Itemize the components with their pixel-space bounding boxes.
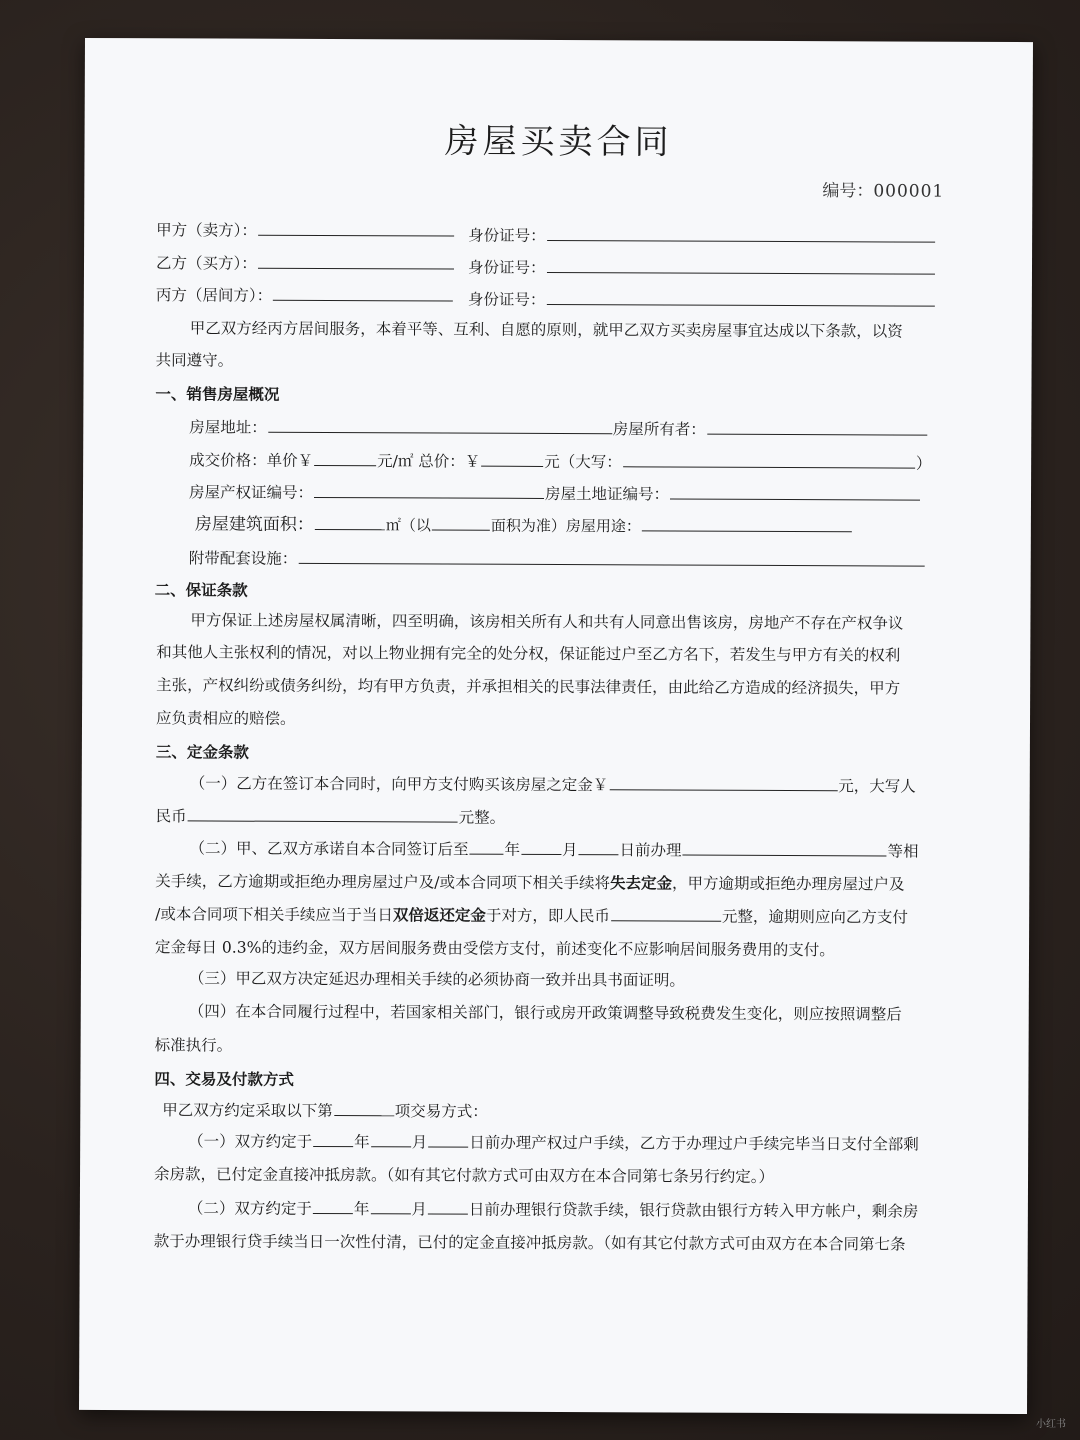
party-a-id-field[interactable] [547,226,935,243]
payment-1-month-field[interactable] [371,1132,411,1147]
price-label-2: 元/㎡ 总价：￥ [377,452,481,471]
delay-clause: （三）甲乙双方决定延迟办理相关手续的必须协商一致并出具书面证明。 [188,969,685,990]
party-b-id-field[interactable] [546,258,934,275]
deadline-line-3a: /或本合同项下相关手续应当于当日 [155,905,393,925]
payment-2-row [188,1198,919,1221]
party-c-name-field[interactable] [273,286,453,302]
deadline-month-field[interactable] [521,840,561,855]
area-row [195,514,853,537]
guarantee-line-2: 和其他人主张权利的情况，对以上物业拥有完全的处分权，保证能过户至乙方名下，若发生与甲方有关的权利 [156,643,901,665]
payment-1-line-2: 余房款，已付定金直接冲抵房款。（如有其它付款方式可由双方在本合同第七条另行约定。） [154,1165,775,1186]
id-label: 身份证号： [468,226,546,245]
year-label: 年 [354,1133,370,1152]
usage-field[interactable] [642,516,852,532]
deadline-day-field[interactable] [578,840,618,855]
area-basis-field[interactable] [432,515,490,530]
property-cert-label: 房屋产权证编号： [188,483,314,502]
deadline-text-a: （二）甲、乙双方承诺自本合同签订后至 [189,839,469,859]
deadline-text-c: 等相 [887,842,919,861]
party-b-name-field[interactable] [258,254,454,270]
owner-field[interactable] [707,420,927,436]
payment-1-row [188,1131,919,1154]
policy-line-1: （四）在本合同履行过程中，若国家相关部门，银行或房开政策调整导致税费发生变化，则应按照调整后 [188,1002,902,1024]
refund-amount-field[interactable] [611,906,721,921]
deadline-line-2a: 关手续，乙方逾期或拒绝办理房屋过户及/或本合同项下相关手续将 [155,872,611,893]
intro-line-1: 甲乙双方经丙方居间服务，本着平等、互利、自愿的原则，就甲乙双方买卖房屋事宜达成以下条款，以资 [189,319,903,341]
party-c-id-row [468,290,936,312]
section-4-heading: 四、交易及付款方式 [154,1069,295,1089]
payment-2-text-b: 日前办理银行贷款手续，银行贷款由银行方转入甲方帐户，剩余房 [468,1200,919,1221]
trade-method-row [162,1100,488,1121]
double-refund-text: 双倍返还定金 [392,905,486,925]
price-row [189,450,931,473]
deadline-line-2 [155,871,904,894]
cert-row [189,482,921,505]
party-a-label: 甲方（卖方）： [156,221,257,240]
deposit-text-b: 元，大写人 [838,777,916,796]
guarantee-line-3: 主张，产权纠纷或债务纠纷，均有甲方负责，并承担相关的民事法律责任，由此给乙方造成的经济损失，甲方 [156,676,901,698]
deposit-row-2 [156,806,506,828]
number-value: 000001 [873,181,945,202]
deadline-line-4: 定金每日 0.3%的违约金，双方居间服务费由受偿方支付，前述变化不应影响居间服务费用的支付。 [154,938,835,960]
deposit-words-field[interactable] [188,806,458,822]
deadline-line-3d: 元整，逾期则应向乙方支付 [721,907,908,927]
owner-label: 房屋所有者： [612,420,706,439]
property-cert-field[interactable] [314,483,544,499]
payment-1-year-field[interactable] [313,1132,353,1147]
party-c-row [156,285,454,306]
party-b-row [156,253,455,274]
address-field[interactable] [268,418,612,435]
deadline-line-2c: ，甲方逾期或拒绝办理房屋过户及 [672,874,905,894]
deadline-line-3 [155,904,908,927]
area-field[interactable] [315,515,385,530]
policy-line-2: 标准执行。 [154,1036,233,1055]
section-2-heading: 二、保证条款 [154,580,248,600]
section-1-heading: 一、销售房屋概况 [155,384,280,404]
payment-2-month-field[interactable] [370,1199,410,1214]
month-label: 月 [411,1133,428,1152]
payment-2-line-2: 款于办理银行贷手续当日一次性付清，已付的定金直接冲抵房款。（如有其它付款方式可由双方在本合同第七条 [153,1232,906,1254]
party-c-label: 丙方（居间方）： [155,286,273,305]
address-row [189,417,928,440]
deposit-amount-field[interactable] [609,775,837,791]
area-label-1: 房屋建筑面积： [194,514,314,535]
facility-field[interactable] [298,549,924,567]
deposit-text-a: （一）乙方在签订本合同时，向甲方支付购买该房屋之定金￥ [189,774,609,795]
payment-2-text-a: （二）双方约定于 [187,1199,312,1218]
party-b-label: 乙方（买方）： [155,254,257,273]
guarantee-line-1: 甲方保证上述房屋权属清晰，四至明确，该房相关所有人和共有人同意出售该房，房地产不存在产权争议 [190,611,904,633]
price-label-4: ） [915,454,932,473]
deposit-text-d: 元整。 [458,808,506,827]
month-label: 月 [561,841,578,860]
party-b-id-row [468,258,936,280]
total-price-field[interactable] [481,452,543,467]
deposit-text-c: 民币 [155,807,187,826]
payment-2-day-field[interactable] [428,1199,468,1214]
deadline-text-b: 日前办理 [619,841,682,860]
party-a-id-row [468,226,936,248]
section-3-heading: 三、定金条款 [155,742,249,762]
facility-label: 附带配套设施： [188,549,298,568]
trade-method-field[interactable] [334,1101,394,1116]
deadline-year-field[interactable] [469,840,503,855]
facility-row [189,548,926,571]
contract-page [79,38,1033,1414]
procedure-field[interactable] [682,841,886,857]
party-c-id-field[interactable] [546,290,934,307]
contract-number [822,181,944,202]
trade-text-a: 甲乙双方约定采取以下第 [162,1101,333,1121]
year-label: 年 [504,840,521,859]
price-label-3: 元（大写： [544,452,622,472]
month-label: 月 [411,1200,427,1219]
unit-price-field[interactable] [314,451,376,466]
number-label: 编号： [822,181,874,202]
id-label: 身份证号： [467,290,546,309]
trade-text-b: 项交易方式： [394,1102,488,1121]
party-a-row [156,220,455,241]
price-label-1: 成交价格：单价￥ [189,451,314,470]
area-label-3: 面积为准）房屋用途： [490,516,641,536]
address-label: 房屋地址： [189,418,267,437]
page-title: 房屋买卖合同 [444,121,673,163]
payment-1-text-a: （一）双方约定于 [188,1132,313,1151]
payment-1-text-b: 日前办理产权过户手续，乙方于办理过户手续完毕当日支付全部剩 [469,1133,919,1154]
party-a-name-field[interactable] [258,221,454,237]
area-label-2: ㎡（以 [385,516,431,535]
payment-1-day-field[interactable] [428,1132,468,1147]
price-words-field[interactable] [623,452,915,468]
payment-2-year-field[interactable] [313,1199,353,1214]
deadline-row [189,838,918,861]
year-label: 年 [353,1200,370,1219]
intro-line-2: 共同遵守。 [155,351,234,370]
watermark: 小红书 [1036,1419,1066,1430]
guarantee-line-4: 应负责相应的赔偿。 [155,709,296,728]
land-cert-label: 房屋土地证编号： [544,484,670,504]
lose-deposit-text: 失去定金 [610,873,673,893]
land-cert-field[interactable] [670,484,920,500]
deposit-row-1 [190,773,916,796]
deadline-line-3c: 于对方，即人民币 [485,906,610,926]
id-label: 身份证号： [467,258,546,277]
